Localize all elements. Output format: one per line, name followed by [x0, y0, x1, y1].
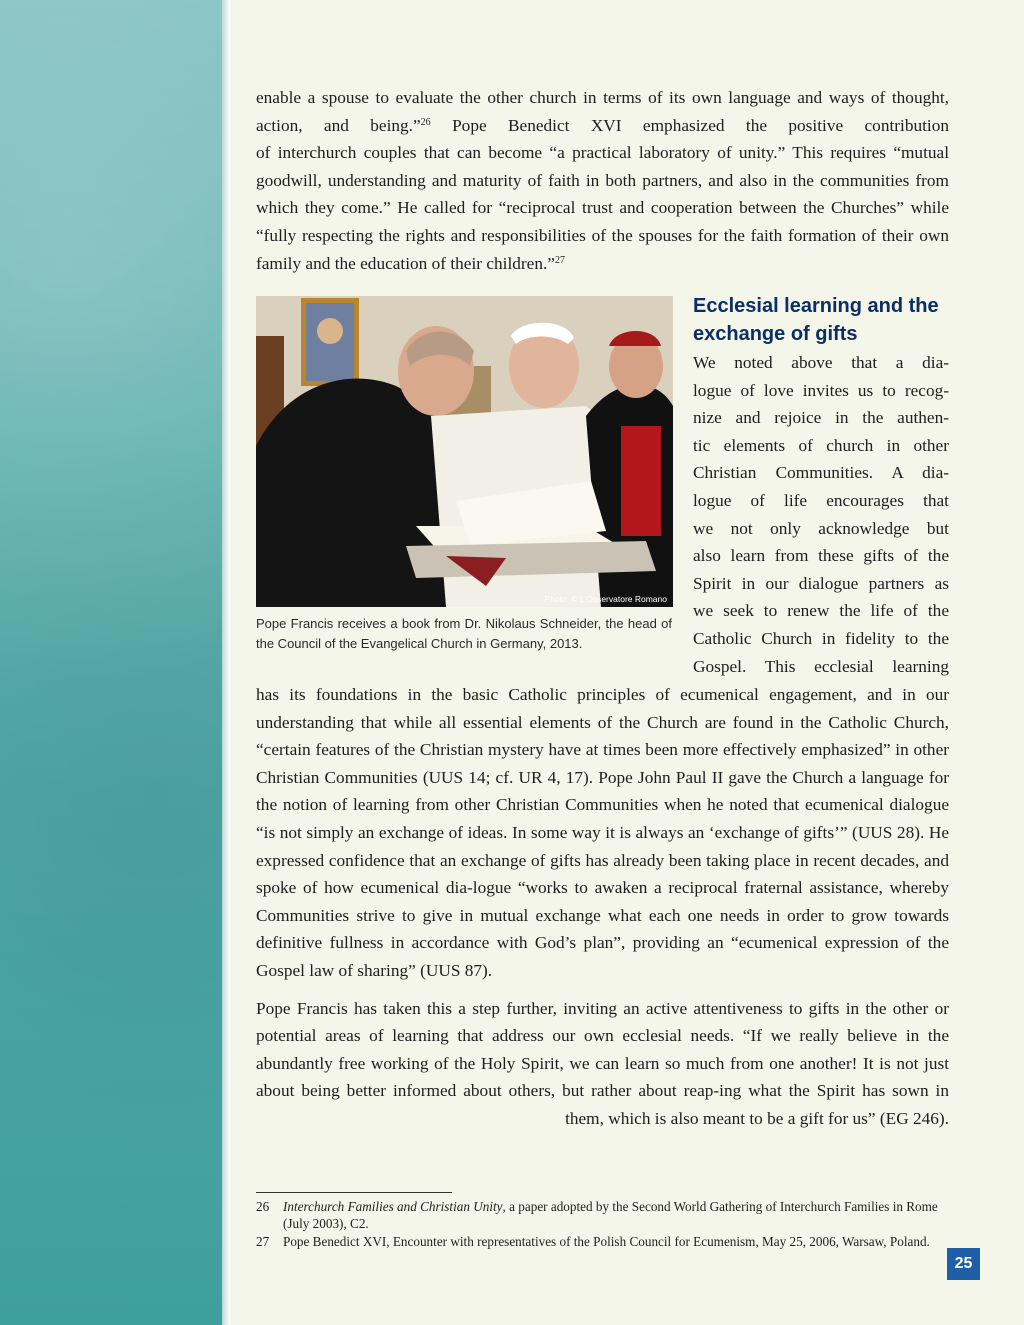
- continuation-paragraph: [256, 681, 949, 1133]
- footnote-title: Interchurch Families and Christian Unity: [283, 1199, 503, 1214]
- francis-paragraph: Pope Francis has taken this a step further, inviting an active attentiveness to gifts in the other or potential areas of learning that address our own ecclesial needs. “If we really believe in the abundantly free working of the Holy Spirit, we can learn so much from one another! It is not just about being better informed about others, but rather about reap-ing what the Spirit has sown in them, which is also meant to be a gift for us” (EG 246).: [256, 998, 949, 1128]
- right-column: [693, 292, 949, 680]
- intro-line-1: enable a spouse to evaluate the other church in terms of its own language and ways of: [256, 88, 886, 107]
- column-line: Spirit in our dialogue partners as: [693, 573, 949, 593]
- column-line: Gospel. This ecclesial learning: [693, 656, 949, 676]
- section-heading: [693, 292, 949, 348]
- section-heading-line-2: exchange of gifts: [693, 323, 858, 345]
- column-line: logue of life encourages that: [693, 490, 949, 510]
- footnotes: [256, 1199, 946, 1251]
- footnote-27: [256, 1234, 946, 1251]
- photo-credit: Photo: © L’Osservatore Romano: [544, 594, 667, 604]
- footnote-number: 27: [256, 1233, 270, 1249]
- page-number-badge: 25: [947, 1248, 980, 1280]
- decorative-sidebar: [0, 0, 222, 1325]
- column-text: [693, 349, 949, 680]
- column-line: nize and rejoice in the authen-: [693, 408, 949, 428]
- column-line: also learn from these gifts of the: [693, 546, 949, 566]
- intro-line-2b: Pope Benedict XVI emphasized the positive contribution: [430, 115, 949, 135]
- column-line: Christian Communities. A dia-: [693, 463, 949, 483]
- column-line: We noted above that a dia-: [693, 353, 949, 372]
- column-line: we seek to renew the life of the: [693, 601, 949, 621]
- column-line: Catholic Church in fidelity to the: [693, 628, 949, 648]
- footnote-text: , a paper adopted by the Second World Gathering of Interchurch Families in Rome (July 2003), C2.: [283, 1199, 938, 1231]
- intro-line-2a: thought, action, and being.”: [256, 88, 949, 135]
- footnote-number: 26: [256, 1199, 270, 1214]
- intro-paragraph: [256, 84, 949, 277]
- footnote-rule: [256, 1192, 452, 1193]
- footnote-26: [256, 1199, 946, 1233]
- column-line: tic elements of church in other: [693, 435, 949, 455]
- sidebar-shadow: [222, 0, 230, 1325]
- footnote-ref-27[interactable]: 27: [554, 254, 565, 266]
- intro-rest: of interchurch couples that can become “a practical laboratory of unity.” This requires “mutual goodwill, understanding and maturity of faith in both partners, and also in the communities from which they come.” He called for “reciprocal trust and cooperation between the Churches” while “fully respecting the rights and responsibilities of the spouses for the faith formation of their own family and the education of their children.”: [256, 143, 949, 273]
- column-line: logue of love invites us to recog-: [693, 380, 949, 400]
- footnote-text: Pope Benedict XVI, Encounter with representatives of the Polish Council for Ecumenism, May 25, 2006, Warsaw, Poland.: [283, 1233, 930, 1249]
- section-heading-line-1: Ecclesial learning and the: [693, 295, 939, 317]
- photo-caption: Pope Francis receives a book from Dr. Nikolaus Schneider, the head of the Council of the Evangelical Church in Germany, 2013.: [256, 616, 672, 651]
- footnote-ref-26[interactable]: 26: [420, 116, 431, 128]
- column-line: we not only acknowledge but: [693, 518, 949, 538]
- continuation-text: has its foundations in the basic Catholic principles of ecumenical engagement, and in our understanding that while all essential elements of the Church are found in the Catholic Church, “certain features of the Christian mystery have at times been more effectively emphasized” in other Christian Communities (UUS 14; cf. UR 4, 17). Pope John Paul II gave the Church a language for the notion of learning from other Christian Communities when he noted that ecumenical dialogue “is not simply an exchange of ideas. In some way it is always an ‘exchange of gifts’” (UUS 28). He expressed confidence that an exchange of gifts has already been taking place in recent decades, and spoke of how ecumenical dia-logue “works to awaken a reciprocal fraternal assistance, whereby Communities strive to give in mutual exchange what each one needs in order to grow towards definitive fullness in accordance with God’s plan”, providing an “ecumenical expression of the Gospel law of sharing” (UUS 87).: [256, 685, 949, 980]
- photo-illustration: [256, 296, 673, 607]
- photo-pope-francis: [256, 296, 673, 607]
